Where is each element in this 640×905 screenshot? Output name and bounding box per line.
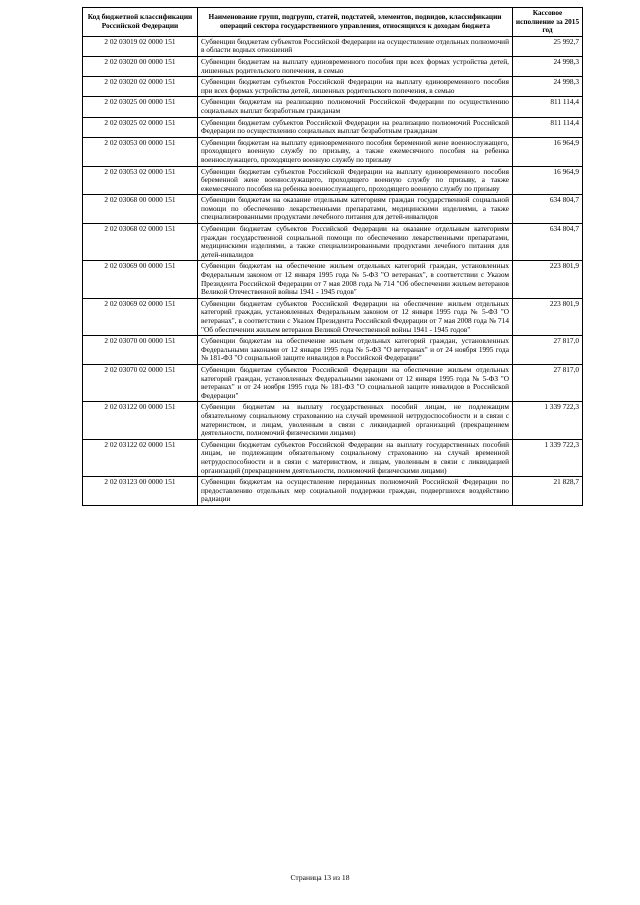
revenue-name-cell: Субвенции бюджетам субъектов Российской Федерации на осуществление отдельных полномочий в области водных отношений <box>198 36 513 56</box>
budget-code-cell: 2 02 03053 02 0000 151 <box>83 166 198 195</box>
table-row <box>83 77 583 97</box>
table-row <box>83 166 583 195</box>
revenue-name-cell: Субвенции бюджетам на обеспечение жильем отдельных категорий граждан, установленных Федеральными законами от 12 января 1995 года № 5-ФЗ "О ветеранах" и от 24 ноября 1995 года № 181-ФЗ "О социальной защите инвалидов в Российской Федерации" <box>198 336 513 365</box>
page-number: Страница 13 из 18 <box>290 873 350 882</box>
amount-cell: 21 828,7 <box>513 477 583 506</box>
amount-cell: 24 998,3 <box>513 77 583 97</box>
budget-code-cell: 2 02 03122 00 0000 151 <box>83 402 198 439</box>
amount-cell: 1 339 722,3 <box>513 402 583 439</box>
revenue-name-cell: Субвенции бюджетам субъектов Российской Федерации на обеспечение жильем отдельных категорий граждан, установленных Федеральными законами от 12 января 1995 года № 5-ФЗ "О ветеранах" и от 24 ноября 1995 года № 181-ФЗ "О социальной защите инвалидов в Российской Федерации" <box>198 364 513 401</box>
revenue-name-cell: Субвенции бюджетам субъектов Российской Федерации на реализацию полномочий Российской Федерации по осуществлению социальных выплат безработным гражданам <box>198 117 513 137</box>
header-budget-code: Код бюджетной классификации Российской Федерации <box>83 8 198 37</box>
revenue-name-cell: Субвенции бюджетам на реализацию полномочий Российской Федерации по осуществлению социальных выплат безработным гражданам <box>198 97 513 117</box>
revenue-name-cell: Субвенции бюджетам на выплату государственных пособий лицам, не подлежащим обязательному социальному страхованию на случай временной нетрудоспособности и в связи с материнством, и лицам, уволенным в связи с ликвидацией организаций (прекращением деятельности, полномочий физическими лицами) <box>198 402 513 439</box>
budget-code-cell: 2 02 03069 00 0000 151 <box>83 261 198 298</box>
table-row <box>83 261 583 298</box>
table-row <box>83 97 583 117</box>
amount-cell: 811 114,4 <box>513 97 583 117</box>
budget-code-cell: 2 02 03019 02 0000 151 <box>83 36 198 56</box>
amount-cell: 16 964,9 <box>513 137 583 166</box>
header-cash-execution: Кассовое исполнение за 2015 год <box>513 8 583 37</box>
table-row <box>83 117 583 137</box>
revenue-name-cell: Субвенции бюджетам субъектов Российской Федерации на оказание отдельным категориям граждан государственной социальной помощи по обеспечению лекарственными препаратами, медицинскими изделиями, а также специализированными продуктами лечебного питания для детей-инвалидов <box>198 224 513 261</box>
revenue-name-cell: Субвенции бюджетам на оказание отдельным категориям граждан государственной социальной помощи по обеспечению лекарственными препаратами, медицинскими изделиями, а также специализированными продуктами лечебного питания для детей-инвалидов <box>198 195 513 224</box>
table-row <box>83 402 583 439</box>
budget-code-cell: 2 02 03122 02 0000 151 <box>83 439 198 476</box>
revenue-name-cell: Субвенции бюджетам на обеспечение жильем отдельных категорий граждан, установленных Федеральным законом от 12 января 1995 года № 5-ФЗ "О ветеранах", в соответствии с Указом Президента Российской Федерации от 7 мая 2008 года № 714 "Об обеспечении жильем ветеранов Великой Отечественной войны 1941 - 1945 годов" <box>198 261 513 298</box>
budget-code-cell: 2 02 03025 02 0000 151 <box>83 117 198 137</box>
table-row <box>83 36 583 56</box>
amount-cell: 811 114,4 <box>513 117 583 137</box>
amount-cell: 634 804,7 <box>513 224 583 261</box>
revenue-table <box>82 7 583 506</box>
amount-cell: 25 992,7 <box>513 36 583 56</box>
table-row <box>83 477 583 506</box>
table-row <box>83 137 583 166</box>
amount-cell: 24 998,3 <box>513 56 583 76</box>
table-row <box>83 439 583 476</box>
budget-code-cell: 2 02 03069 02 0000 151 <box>83 298 198 335</box>
table-row <box>83 336 583 365</box>
table-row <box>83 56 583 76</box>
amount-cell: 223 801,9 <box>513 298 583 335</box>
revenue-name-cell: Субвенции бюджетам на выплату единовременного пособия беременной жене военнослужащего, проходящего военную службу по призыву, а также ежемесячного пособия на ребенка военнослужащего, проходящего военную службу по призыву <box>198 137 513 166</box>
revenue-name-cell: Субвенции бюджетам субъектов Российской Федерации на выплату государственных пособий лицам, не подлежащим обязательному социальному страхованию на случай временной нетрудоспособности и в связи с материнством, и лицам, уволенным в связи с ликвидацией организаций (прекращением деятельности, полномочий физическими лицами) <box>198 439 513 476</box>
table-row <box>83 224 583 261</box>
document-page <box>82 7 582 506</box>
table-row <box>83 298 583 335</box>
amount-cell: 1 339 722,3 <box>513 439 583 476</box>
table-row <box>83 195 583 224</box>
budget-code-cell: 2 02 03020 00 0000 151 <box>83 56 198 76</box>
table-row <box>83 364 583 401</box>
budget-code-cell: 2 02 03053 00 0000 151 <box>83 137 198 166</box>
revenue-name-cell: Субвенции бюджетам на осуществление переданных полномочий Российской Федерации по предоставлению отдельных мер социальной поддержки граждан, подвергшихся воздействию радиации <box>198 477 513 506</box>
budget-code-cell: 2 02 03068 00 0000 151 <box>83 195 198 224</box>
revenue-name-cell: Субвенции бюджетам субъектов Российской Федерации на обеспечение жильем отдельных категорий граждан, установленных Федеральным законом от 12 января 1995 года № 5-ФЗ "О ветеранах", в соответствии с Указом Президента Российской Федерации от 7 мая 2008 года № 714 "Об обеспечении жильем ветеранов Великой Отечественной войны 1941 - 1945 годов" <box>198 298 513 335</box>
revenue-name-cell: Субвенции бюджетам субъектов Российской Федерации на выплату единовременного пособия беременной жене военнослужащего, проходящего военную службу по призыву, а также ежемесячного пособия на ребенка военнослужащего, проходящего военную службу по призыву <box>198 166 513 195</box>
amount-cell: 27 817,0 <box>513 336 583 365</box>
budget-code-cell: 2 02 03070 00 0000 151 <box>83 336 198 365</box>
amount-cell: 27 817,0 <box>513 364 583 401</box>
revenue-name-cell: Субвенции бюджетам субъектов Российской Федерации на выплату единовременного пособия при всех формах устройства детей, лишенных родительского попечения, в семью <box>198 77 513 97</box>
budget-code-cell: 2 02 03068 02 0000 151 <box>83 224 198 261</box>
amount-cell: 634 804,7 <box>513 195 583 224</box>
budget-code-cell: 2 02 03020 02 0000 151 <box>83 77 198 97</box>
table-header-row <box>83 8 583 37</box>
revenue-name-cell: Субвенции бюджетам на выплату единовременного пособия при всех формах устройства детей, лишенных родительского попечения, в семью <box>198 56 513 76</box>
amount-cell: 223 801,9 <box>513 261 583 298</box>
budget-code-cell: 2 02 03070 02 0000 151 <box>83 364 198 401</box>
header-group-name: Наименование групп, подгрупп, статей, подстатей, элементов, подвидов, классификации операций сектора государственного управления, относящихся к доходам бюджета <box>198 8 513 37</box>
budget-code-cell: 2 02 03123 00 0000 151 <box>83 477 198 506</box>
budget-code-cell: 2 02 03025 00 0000 151 <box>83 97 198 117</box>
amount-cell: 16 964,9 <box>513 166 583 195</box>
